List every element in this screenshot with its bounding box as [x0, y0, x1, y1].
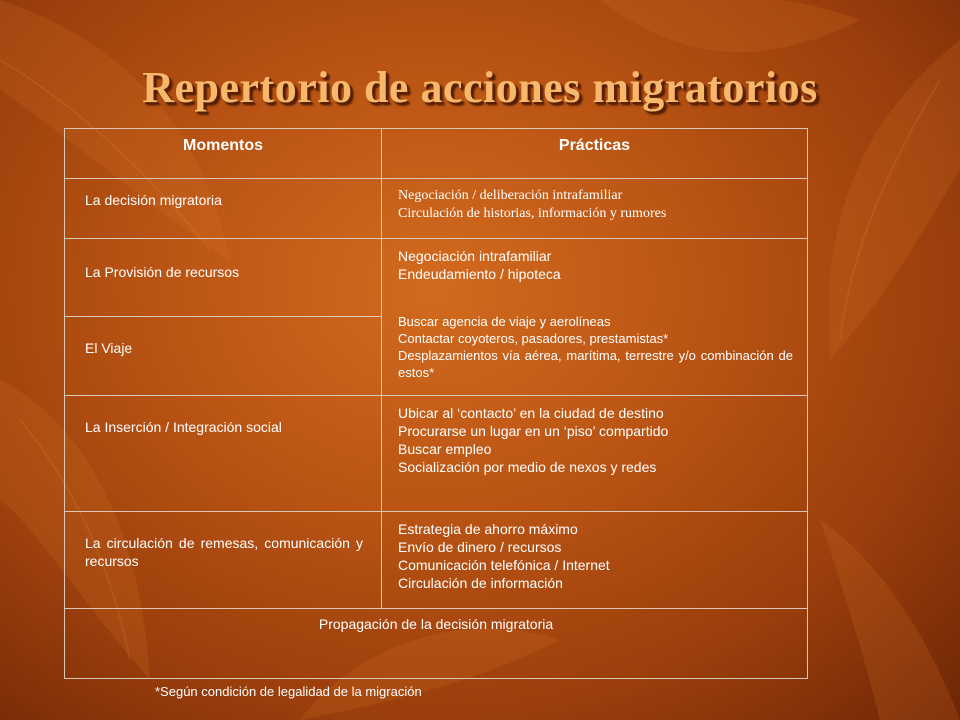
practica-item: Negociación intrafamiliar	[398, 248, 552, 264]
practica-item: Socialización por medio de nexos y redes	[398, 459, 657, 475]
practica-item: Buscar empleo	[398, 441, 492, 457]
practica-item: Envío de dinero / recursos	[398, 539, 562, 555]
momento-cell: La circulación de remesas, comunicación y recursos	[65, 512, 382, 609]
table-footer-row	[65, 609, 808, 679]
propagation-cell: Propagación de la decisión migratoria	[65, 609, 808, 679]
practicas-cell	[382, 239, 808, 396]
page-title: Repertorio de acciones migratorios	[142, 63, 818, 112]
practicas-cell	[382, 396, 808, 512]
practicas-cell	[382, 179, 808, 239]
practica-item: Endeudamiento / hipoteca	[398, 266, 561, 282]
practica-item: Circulación de historias, información y rumores	[398, 206, 667, 221]
table-row	[65, 512, 808, 609]
practica-item: Negociación / deliberación intrafamiliar	[398, 188, 623, 203]
practica-item: Estrategia de ahorro máximo	[398, 521, 578, 537]
practica-item: Buscar agencia de viaje y aerolíneas	[398, 314, 611, 329]
practica-item: Circulación de información	[398, 575, 563, 591]
practica-item: Ubicar al ‘contacto’ en la ciudad de destino	[398, 405, 664, 421]
header-practicas: Prácticas	[382, 129, 808, 179]
header-momentos: Momentos	[65, 129, 382, 179]
practica-item: Procurarse un lugar en un ‘piso’ compartido	[398, 423, 669, 439]
table-header-row	[65, 129, 808, 179]
table-row	[65, 396, 808, 512]
table-row	[65, 239, 808, 317]
practicas-cell	[382, 512, 808, 609]
momento-cell: La Inserción / Integración social	[65, 396, 382, 512]
momento-cell: El Viaje	[65, 317, 382, 396]
practica-item: Comunicación telefónica / Internet	[398, 557, 610, 573]
momento-cell: La Provisión de recursos	[65, 239, 382, 317]
momento-cell: La decisión migratoria	[65, 179, 382, 239]
table-row	[65, 179, 808, 239]
practica-item: Desplazamientos vía aérea, marítima, terrestre y/o combinación de estos*	[398, 348, 793, 380]
migration-actions-table	[64, 128, 808, 679]
practica-item: Contactar coyoteros, pasadores, prestamistas*	[398, 331, 669, 346]
footnote: *Según condición de legalidad de la migración	[155, 684, 422, 699]
